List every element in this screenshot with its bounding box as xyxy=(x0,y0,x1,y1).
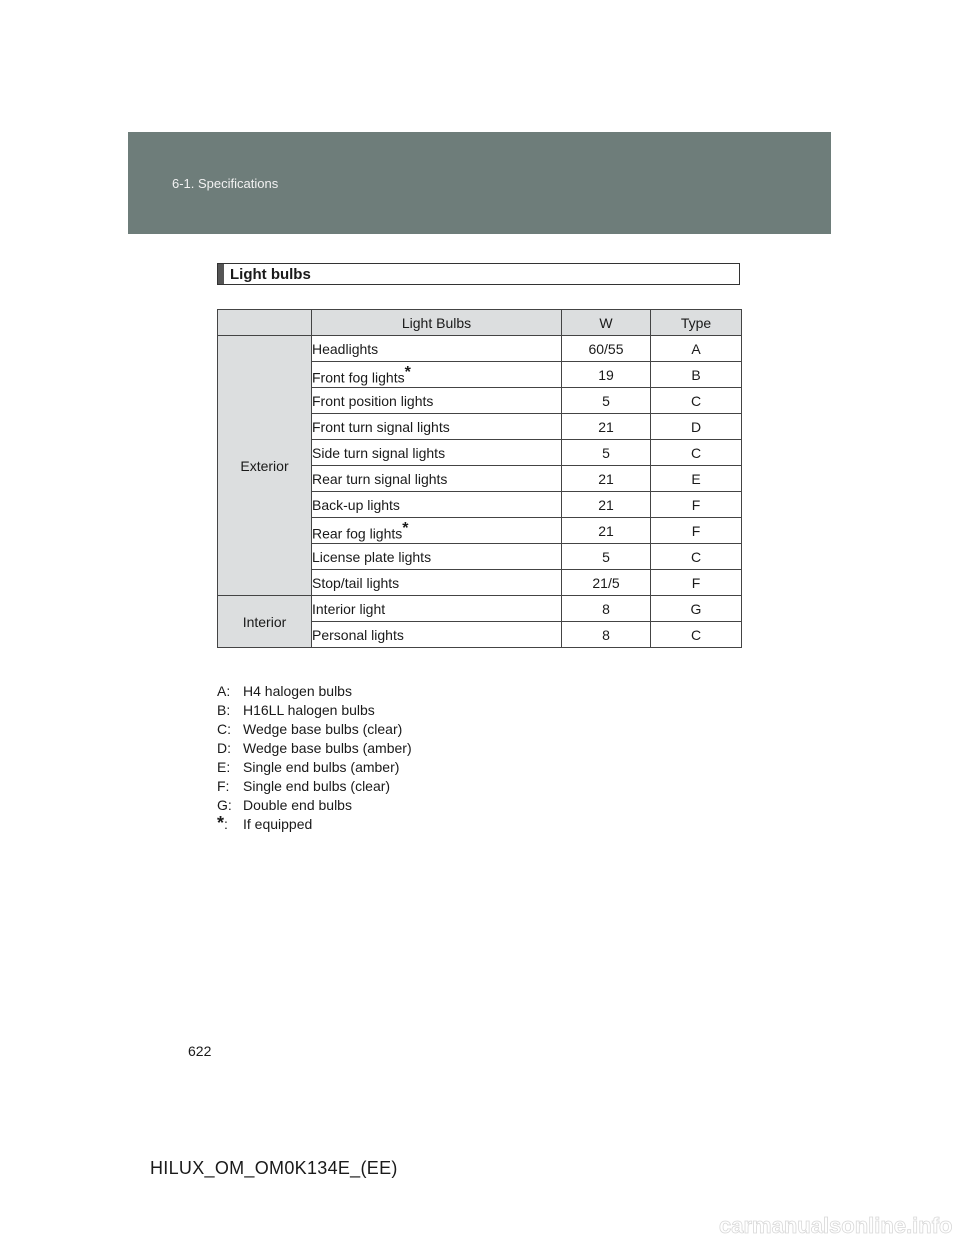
bulb-name-cell xyxy=(312,570,562,596)
table-header-row xyxy=(218,310,742,336)
type-cell: F xyxy=(651,518,742,544)
legend-item xyxy=(217,796,412,815)
footnote-star: * xyxy=(217,813,225,833)
wattage-cell: 60/55 xyxy=(562,336,651,362)
type-cell: C xyxy=(651,388,742,414)
group-cell: Exterior xyxy=(218,336,312,596)
type-legend xyxy=(217,682,412,834)
legend-text: H16LL halogen bulbs xyxy=(243,702,375,718)
legend-key: E: xyxy=(217,759,231,775)
legend-key: C: xyxy=(217,721,231,737)
wattage-cell: 21 xyxy=(562,492,651,518)
bulb-name: Front position lights xyxy=(312,392,434,409)
svg-text:carmanualsonline.info: carmanualsonline.info xyxy=(719,1213,953,1238)
table-body xyxy=(218,336,742,648)
type-cell: C xyxy=(651,622,742,648)
bulb-name: Stop/tail lights xyxy=(312,574,400,591)
type-cell: E xyxy=(651,466,742,492)
document-code: HILUX_OM_OM0K134E_(EE) xyxy=(150,1158,398,1178)
legend-item xyxy=(217,777,412,796)
legend-key: A: xyxy=(217,683,231,699)
section-title-box xyxy=(217,263,740,285)
bulb-name: Front fog lights xyxy=(312,369,405,386)
column-header-group xyxy=(218,310,312,336)
wattage-cell: 19 xyxy=(562,362,651,388)
wattage-cell: 5 xyxy=(562,440,651,466)
legend-text: H4 halogen bulbs xyxy=(243,683,352,699)
wattage-cell: 8 xyxy=(562,622,651,648)
section-title: Light bulbs xyxy=(230,266,311,283)
bulb-name: Back-up lights xyxy=(312,496,400,513)
wattage-cell: 5 xyxy=(562,544,651,570)
type-cell: C xyxy=(651,544,742,570)
legend-item xyxy=(217,682,412,701)
bulb-name-cell xyxy=(312,336,562,362)
group-cell: Interior xyxy=(218,596,312,648)
legend-item xyxy=(217,720,412,739)
legend-item xyxy=(217,701,412,720)
bulb-name: Headlights xyxy=(312,340,379,357)
watermark-logo xyxy=(717,1207,960,1242)
bulb-name: Rear turn signal lights xyxy=(312,470,448,487)
legend-key: D: xyxy=(217,740,231,756)
legend-text: Wedge base bulbs (amber) xyxy=(243,740,412,756)
column-header-type: Type xyxy=(651,310,742,336)
bulb-name: Front turn signal lights xyxy=(312,418,450,435)
bulb-name-cell xyxy=(312,388,562,414)
legend-text: Wedge base bulbs (clear) xyxy=(243,721,403,737)
column-header-light-bulbs: Light Bulbs xyxy=(312,310,562,336)
footnote-separator: : xyxy=(224,816,228,832)
page-number: 622 xyxy=(188,1043,212,1059)
title-marker xyxy=(218,264,224,284)
bulb-name: Personal lights xyxy=(312,626,404,643)
type-cell: F xyxy=(651,570,742,596)
legend-item xyxy=(217,758,412,777)
footnote-text: If equipped xyxy=(243,816,313,832)
bulb-name: Rear fog lights xyxy=(312,525,403,542)
legend-text: Single end bulbs (amber) xyxy=(243,759,400,775)
wattage-cell: 21 xyxy=(562,518,651,544)
bulb-name: Side turn signal lights xyxy=(312,444,446,461)
legend-key: B: xyxy=(217,702,231,718)
footnote-key xyxy=(217,815,243,834)
bulb-name: License plate lights xyxy=(312,548,432,565)
legend-key: F: xyxy=(217,778,230,794)
legend-item xyxy=(217,739,412,758)
wattage-cell: 8 xyxy=(562,596,651,622)
legend-text: Single end bulbs (clear) xyxy=(243,778,391,794)
bulb-name-cell xyxy=(312,544,562,570)
light-bulbs-table xyxy=(217,309,742,648)
type-cell: C xyxy=(651,440,742,466)
bulb-name-cell xyxy=(312,492,562,518)
type-cell: G xyxy=(651,596,742,622)
bulb-name-cell xyxy=(312,440,562,466)
bulb-name-cell xyxy=(312,362,562,388)
type-cell: B xyxy=(651,362,742,388)
bulb-name-cell xyxy=(312,596,562,622)
footnote-marker: * xyxy=(402,519,409,537)
footnote-marker: * xyxy=(404,363,411,381)
bulb-name-cell xyxy=(312,518,562,544)
wattage-cell: 5 xyxy=(562,388,651,414)
type-cell: F xyxy=(651,492,742,518)
bulb-name-cell xyxy=(312,466,562,492)
legend-footnote xyxy=(217,815,412,834)
type-cell: D xyxy=(651,414,742,440)
section-header: 6-1. Specifications xyxy=(172,176,279,191)
bulb-name-cell xyxy=(312,414,562,440)
wattage-cell: 21/5 xyxy=(562,570,651,596)
wattage-cell: 21 xyxy=(562,466,651,492)
table-row xyxy=(218,596,742,622)
type-cell: A xyxy=(651,336,742,362)
header-band xyxy=(128,132,831,234)
bulb-name-cell xyxy=(312,622,562,648)
table-row xyxy=(218,336,742,362)
column-header-w: W xyxy=(562,310,651,336)
legend-key: G: xyxy=(217,797,232,813)
wattage-cell: 21 xyxy=(562,414,651,440)
bulb-name: Interior light xyxy=(312,600,386,617)
legend-text: Double end bulbs xyxy=(243,797,352,813)
